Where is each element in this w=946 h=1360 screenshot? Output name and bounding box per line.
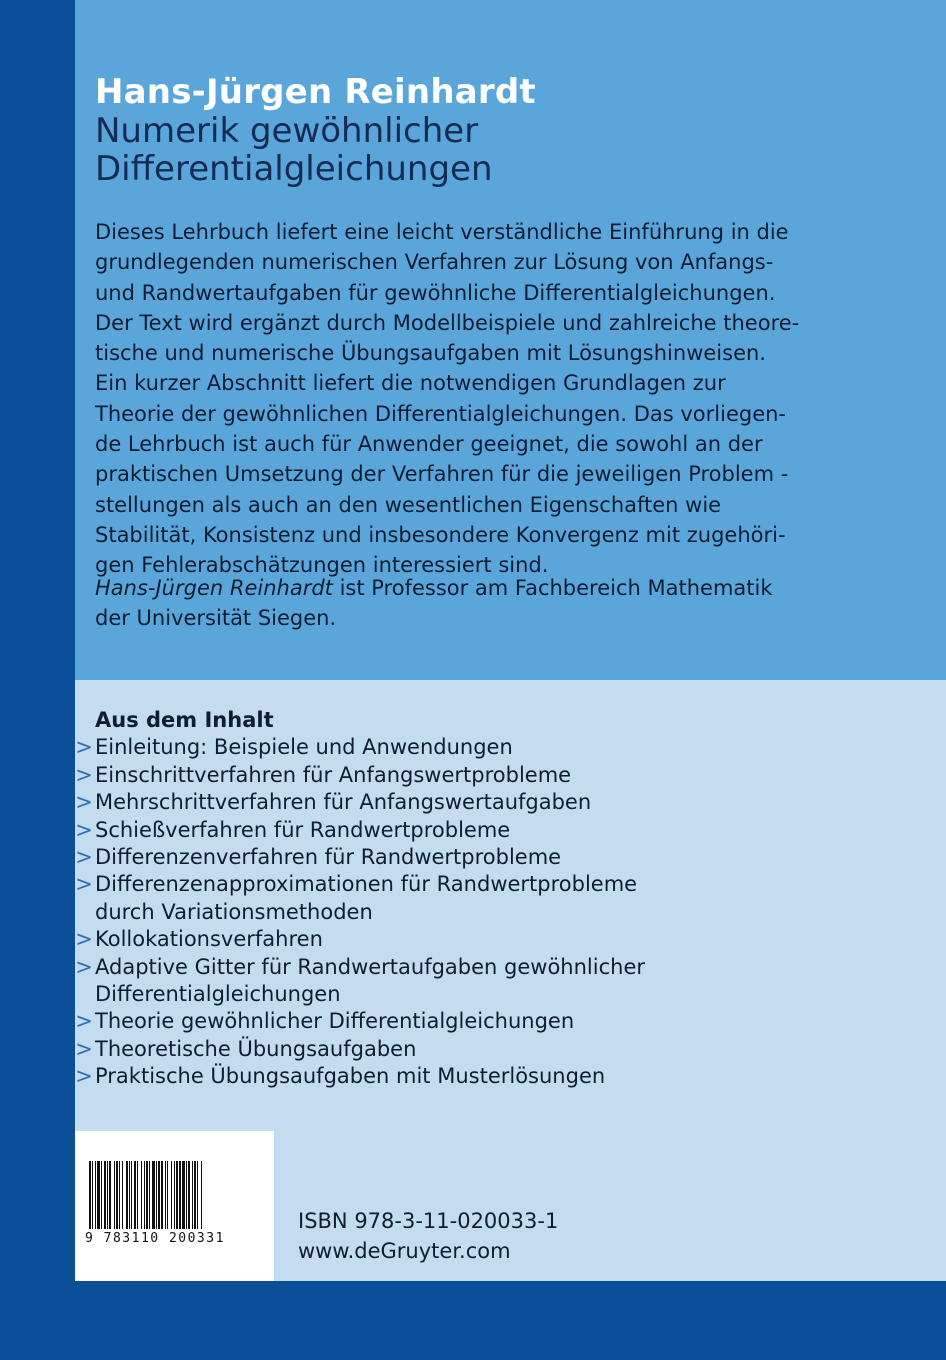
description-line: Der Text wird ergänzt durch Modellbeispiele und zahlreiche theore-: [95, 310, 800, 335]
chevron-right-icon: >: [75, 845, 93, 870]
chevron-right-icon: >: [75, 927, 93, 952]
barcode: [89, 1161, 259, 1231]
barcode-bar: [104, 1161, 106, 1229]
barcode-box: [75, 1131, 274, 1281]
contents-item: [75, 844, 935, 871]
barcode-bar: [179, 1161, 181, 1229]
isbn-number: ISBN 978-3-11-020033-1: [298, 1209, 559, 1233]
barcode-bar: [176, 1161, 178, 1229]
barcode-bar: [156, 1161, 157, 1229]
description-line: Dieses Lehrbuch liefert eine leicht verständliche Einführung in die: [95, 220, 789, 244]
barcode-bar: [152, 1161, 155, 1229]
barcode-bar: [126, 1161, 128, 1229]
barcode-bar: [146, 1161, 148, 1229]
bio-line-2: der Universität Siegen.: [95, 606, 337, 631]
barcode-bar: [131, 1161, 132, 1229]
barcode-bar: [171, 1161, 172, 1229]
barcode-bar: [122, 1161, 123, 1229]
barcode-bar: [194, 1161, 196, 1229]
contents-list: [75, 707, 935, 1091]
publisher-url: www.deGruyter.com: [298, 1239, 511, 1263]
contents-item: [75, 1036, 935, 1063]
contents-item-label: Einleitung: Beispiele und Anwendungen: [95, 735, 513, 760]
contents-item: [75, 954, 935, 981]
chevron-right-icon: >: [75, 817, 93, 842]
barcode-bar: [101, 1161, 102, 1229]
book-title-line-1: Numerik gewöhnlicher: [95, 111, 479, 151]
chevron-right-icon: >: [75, 762, 93, 787]
chevron-right-icon: >: [75, 1036, 93, 1061]
barcode-bar: [95, 1161, 96, 1229]
chevron-right-icon: >: [75, 1064, 93, 1089]
barcode-bar: [158, 1161, 160, 1229]
contents-item: [75, 734, 935, 761]
contents-item-label: Praktische Übungsaufgaben mit Musterlösungen: [95, 1064, 606, 1089]
bio-author-name: Hans-Jürgen Reinhardt: [95, 576, 333, 600]
description-line: Ein kurzer Abschnitt liefert die notwendigen Grundlagen zur: [95, 371, 726, 396]
contents-item: [75, 1008, 935, 1035]
description-line: de Lehrbuch ist auch für Anwender geeignet, die sowohl an der: [95, 432, 763, 457]
isbn-block: [298, 1206, 558, 1266]
contents-item-label: Kollokationsverfahren: [95, 927, 323, 952]
bio-text: ist Professor am Fachbereich Mathematik: [332, 576, 773, 600]
barcode-bar: [144, 1161, 145, 1229]
description-line: praktischen Umsetzung der Verfahren für die jeweiligen Problem -: [95, 462, 789, 487]
barcode-bar: [188, 1161, 190, 1229]
description-line: und Randwertaufgaben für gewöhnliche Differentialgleichungen.: [95, 280, 776, 305]
barcode-bar: [114, 1161, 115, 1229]
contents-item-label: Schießverfahren für Randwertprobleme: [95, 817, 511, 842]
description-line: tische und numerische Übungsaufgaben mit Lösungshinweisen.: [95, 341, 766, 366]
contents-items: [75, 734, 935, 1090]
chevron-right-icon: >: [75, 790, 93, 815]
barcode-bar: [197, 1161, 198, 1229]
description-line: Stabilität, Konsistenz und insbesondere Konvergenz mit zugehöri-: [95, 522, 786, 547]
contents-item-continuation: [75, 981, 935, 1008]
barcode-bar: [141, 1161, 142, 1229]
author-bio: [95, 573, 885, 634]
barcode-bar: [119, 1161, 120, 1229]
cover-header: [95, 72, 895, 188]
barcode-bar: [116, 1161, 118, 1229]
contents-item-label: durch Variationsmethoden: [95, 899, 373, 924]
contents-item-label: Theorie gewöhnlicher Differentialgleichungen: [95, 1009, 575, 1034]
contents-item: [75, 762, 935, 789]
barcode-bar: [107, 1161, 108, 1229]
contents-item-label: Adaptive Gitter für Randwertaufgaben gewöhnlicher: [95, 954, 646, 979]
contents-item-label: Mehrschrittverfahren für Anfangswertaufgaben: [95, 790, 592, 815]
barcode-bar: [201, 1161, 202, 1229]
description-line: gen Fehlerabschätzungen interessiert sind.: [95, 553, 549, 578]
barcode-bar: [97, 1161, 100, 1229]
contents-item: [75, 871, 935, 898]
contents-item: [75, 1063, 935, 1090]
barcode-bar: [89, 1161, 91, 1229]
contents-item: [75, 789, 935, 816]
barcode-bar: [134, 1161, 136, 1229]
chevron-right-icon: >: [75, 1009, 93, 1034]
description-paragraph: [95, 217, 885, 581]
contents-item-label: Einschrittverfahren für Anfangswertprobleme: [95, 762, 572, 787]
contents-item-continuation: [75, 899, 935, 926]
description-line: Theorie der gewöhnlichen Differentialgleichungen. Das vorliegen-: [95, 401, 787, 426]
description-line: grundlegenden numerischen Verfahren zur Lösung von Anfangs-: [95, 250, 774, 275]
book-title-line-2: Differentialgleichungen: [95, 149, 493, 189]
contents-item-label: Differentialgleichungen: [95, 982, 341, 1007]
barcode-digits: 9 783110 200331: [85, 1231, 225, 1246]
barcode-bar: [174, 1161, 175, 1229]
author-name: Hans-Jürgen Reinhardt: [95, 72, 536, 112]
contents-item-label: Theoretische Übungsaufgaben: [95, 1036, 417, 1061]
barcode-bar: [161, 1161, 163, 1229]
barcode-bar: [92, 1161, 93, 1229]
barcode-bar: [129, 1161, 130, 1229]
description-line: stellungen als auch an den wesentlichen Eigenschaften wie: [95, 492, 722, 517]
contents-heading: Aus dem Inhalt: [95, 708, 274, 732]
contents-item-label: Differenzenverfahren für Randwertprobleme: [95, 845, 562, 870]
barcode-bar: [167, 1161, 168, 1229]
chevron-right-icon: >: [75, 872, 93, 897]
barcode-bar: [137, 1161, 138, 1229]
barcode-bar: [186, 1161, 187, 1229]
barcode-bar: [149, 1161, 150, 1229]
contents-item: [75, 926, 935, 953]
chevron-right-icon: >: [75, 954, 93, 979]
bio-line-1: [95, 573, 885, 603]
barcode-bar: [165, 1161, 166, 1229]
barcode-bar: [109, 1161, 111, 1229]
barcode-bar: [192, 1161, 193, 1229]
barcode-bar: [182, 1161, 185, 1229]
contents-item: [75, 817, 935, 844]
contents-item-label: Differenzenapproximationen für Randwertprobleme: [95, 872, 638, 897]
chevron-right-icon: >: [75, 735, 93, 760]
